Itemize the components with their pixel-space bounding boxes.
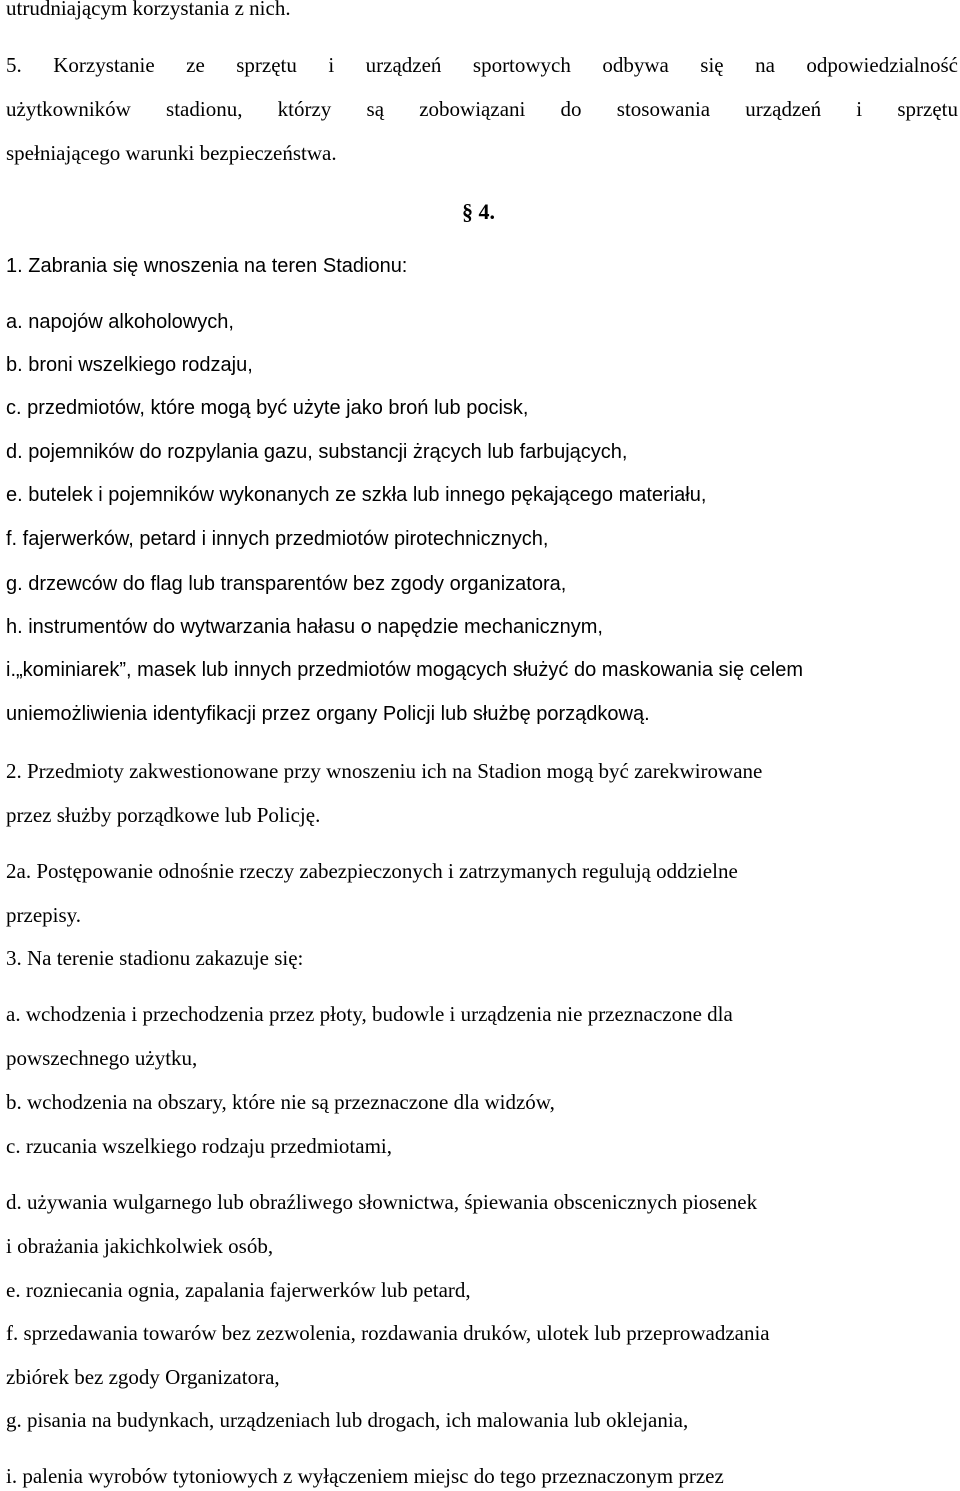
- list-item: d. używania wulgarnego lub obraźliwego słownictwa, śpiewania obscenicznych piosenek: [6, 1190, 758, 1214]
- list-item: b. broni wszelkiego rodzaju,: [6, 354, 253, 376]
- list-item: b. wchodzenia na obszary, które nie są przeznaczone dla widzów,: [6, 1090, 555, 1114]
- list-item: uniemożliwienia identyfikacji przez organy Policji lub służbę porządkową.: [6, 703, 650, 725]
- section-heading: § 4.: [462, 199, 495, 224]
- list-item: powszechnego użytku,: [6, 1046, 198, 1070]
- paragraph-2a: przepisy.: [6, 903, 82, 927]
- list-item: a. napojów alkoholowych,: [6, 311, 234, 333]
- text-line: spełniającego warunki bezpieczeństwa.: [6, 141, 337, 165]
- list-item: i. palenia wyrobów tytoniowych z wyłączeniem miejsc do tego przeznaczonym przez: [6, 1464, 724, 1488]
- list-item: a. wchodzenia i przechodzenia przez płoty, budowle i urządzenia nie przeznaczone dla: [6, 1002, 733, 1026]
- text-line: utrudniającym korzystania z nich.: [6, 0, 291, 20]
- list-item: d. pojemników do rozpylania gazu, substancji żrących lub farbujących,: [6, 441, 628, 463]
- list-item: c. rzucania wszelkiego rodzaju przedmiotami,: [6, 1134, 392, 1158]
- paragraph-1-title: 1. Zabrania się wnoszenia na teren Stadionu:: [6, 255, 408, 277]
- list-item: zbiórek bez zgody Organizatora,: [6, 1365, 280, 1389]
- text-line: użytkowników stadionu, którzy są zobowiązani do stosowania urządzeń i sprzętu: [6, 97, 958, 121]
- paragraph-2: przez służby porządkowe lub Policję.: [6, 803, 321, 827]
- list-item: i obrażania jakichkolwiek osób,: [6, 1234, 274, 1258]
- list-item: f. sprzedawania towarów bez zezwolenia, rozdawania druków, ulotek lub przeprowadzania: [6, 1321, 770, 1345]
- text-line: 5. Korzystanie ze sprzętu i urządzeń sportowych odbywa się na odpowiedzialność: [6, 53, 958, 77]
- list-item: g. pisania na budynkach, urządzeniach lub drogach, ich malowania lub oklejania,: [6, 1408, 689, 1432]
- list-item: e. butelek i pojemników wykonanych ze szkła lub innego pękającego materiału,: [6, 484, 707, 506]
- list-item: f. fajerwerków, petard i innych przedmiotów pirotechnicznych,: [6, 528, 549, 550]
- paragraph-2: 2. Przedmioty zakwestionowane przy wnoszeniu ich na Stadion mogą być zarekwirowane: [6, 759, 763, 783]
- list-item: g. drzewców do flag lub transparentów bez zgody organizatora,: [6, 573, 567, 595]
- paragraph-3-title: 3. Na terenie stadionu zakazuje się:: [6, 946, 304, 970]
- list-item: c. przedmiotów, które mogą być użyte jako broń lub pocisk,: [6, 397, 529, 419]
- paragraph-2a: 2a. Postępowanie odnośnie rzeczy zabezpieczonych i zatrzymanych regulują oddzielne: [6, 859, 738, 883]
- list-item: h. instrumentów do wytwarzania hałasu o napędzie mechanicznym,: [6, 616, 603, 638]
- list-item: i.„kominiarek”, masek lub innych przedmiotów mogących służyć do maskowania się celem: [6, 659, 803, 681]
- list-item: e. rozniecania ognia, zapalania fajerwerków lub petard,: [6, 1278, 471, 1302]
